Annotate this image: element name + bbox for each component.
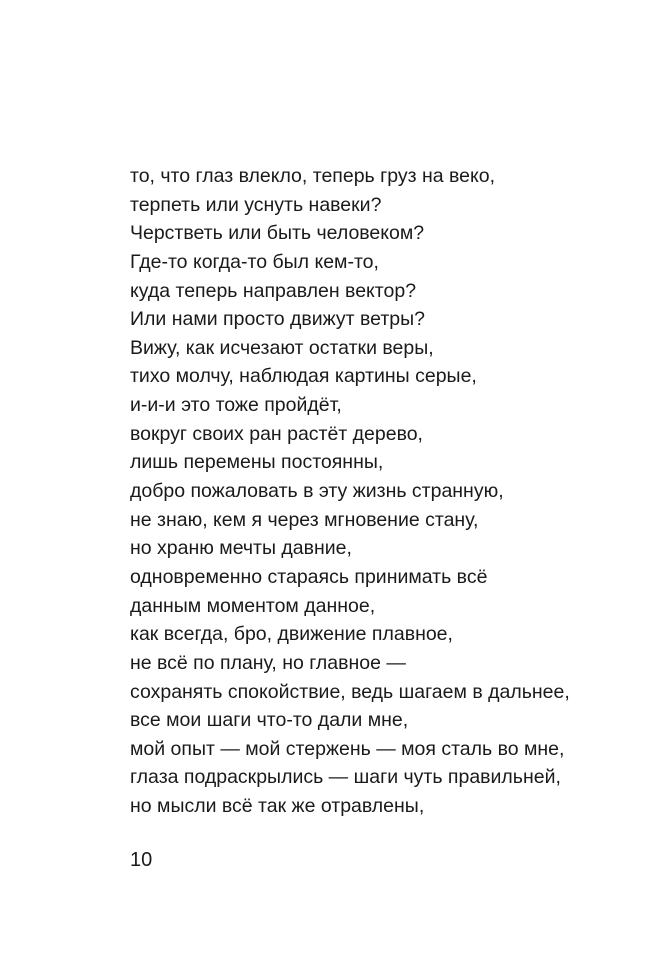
poem-line: Или нами просто движут ветры? bbox=[130, 308, 425, 331]
poem-line: лишь перемены постоянны, bbox=[130, 451, 384, 474]
poem-line: тихо молчу, наблюдая картины серые, bbox=[130, 365, 477, 388]
poem-line: но мысли всё так же отравлены, bbox=[130, 795, 425, 818]
poem-line: данным моментом данное, bbox=[130, 594, 376, 617]
poem-line: куда теперь направлен вектор? bbox=[130, 279, 417, 302]
poem-line: Где-то когда-то был кем-то, bbox=[130, 250, 379, 273]
poem-line: все мои шаги что-то дали мне, bbox=[130, 709, 409, 732]
page-number: 10 bbox=[130, 849, 153, 871]
poem-line: Вижу, как исчезают остатки веры, bbox=[130, 336, 434, 359]
poem-line: не всё по плану, но главное — bbox=[130, 651, 406, 674]
poem-line: то, что глаз влекло, теперь груз на веко, bbox=[130, 165, 495, 187]
poem-line: мой опыт — мой стержень — моя сталь во мне, bbox=[130, 737, 565, 760]
poem-line: одновременно стараясь принимать всё bbox=[130, 565, 488, 588]
poem-line: добро пожаловать в эту жизнь странную, bbox=[130, 480, 504, 503]
poem-line: Черстветь или быть человеком? bbox=[130, 222, 425, 245]
poem-line: глаза подраскрылись — шаги чуть правильней, bbox=[130, 766, 561, 789]
poem-line: как всегда, бро, движение плавное, bbox=[130, 623, 453, 646]
poem-line: и-и-и это тоже пройдёт, bbox=[130, 394, 342, 417]
poem-line: вокруг своих ран растёт дерево, bbox=[130, 422, 423, 445]
poem-line: терпеть или уснуть навеки? bbox=[130, 193, 382, 216]
poem-line: но храню мечты давние, bbox=[130, 537, 352, 560]
poem-line: сохранять спокойствие, ведь шагаем в дальнее, bbox=[130, 680, 570, 703]
poem-text bbox=[130, 162, 630, 821]
poem-line: не знаю, кем я через мгновение стану, bbox=[130, 508, 479, 531]
